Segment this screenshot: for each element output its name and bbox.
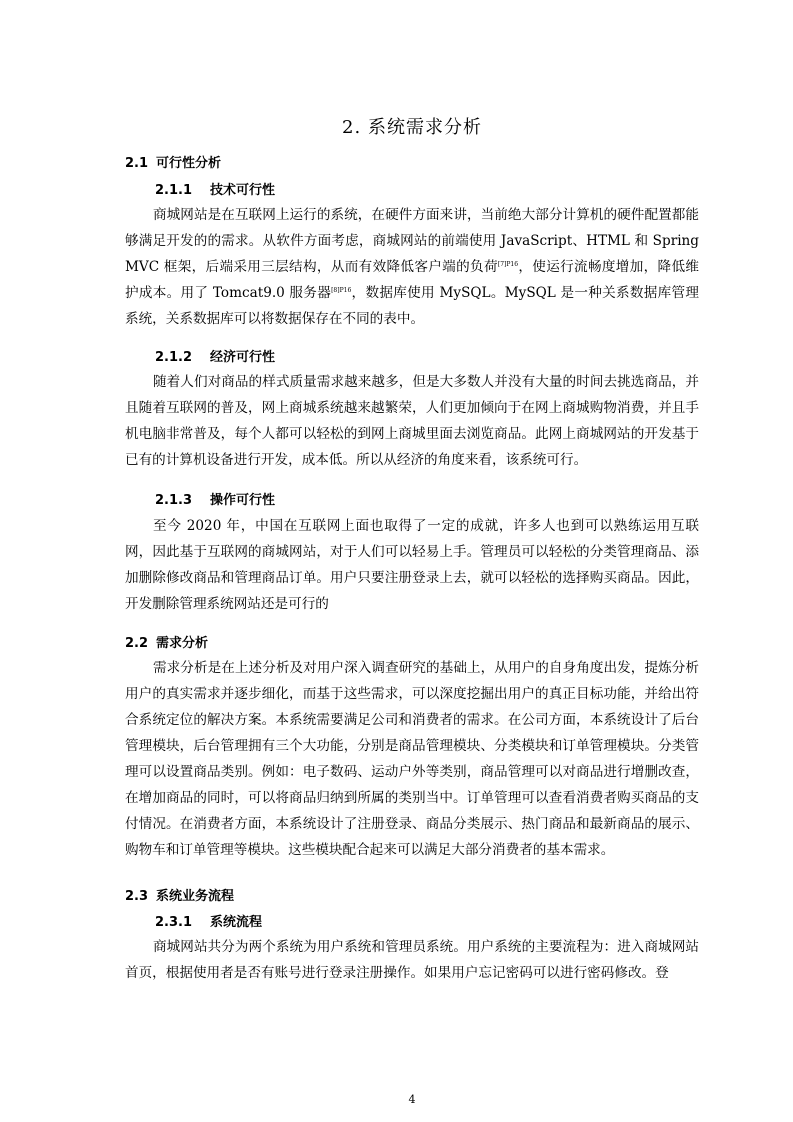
paragraph-requirements-analysis: 需求分析是在上述分析及对用户深入调查研究的基础上，从用户的自身角度出发，提炼分析用户的真实需求并逐步细化，而基于这些需求，可以深度挖掘出用户的真正目标功能，并给出符合系统定位的解决方案。本系统需要满足公司和消费者的需求。在公司方面，本系统设计了后台管理模块，后台管理拥有三个大功能，分别是商品管理模块、分类模块和订单管理模块。分类管理可以设置商品类别。例如：电子数码、运动户外等类别，商品管理可以对商品进行增删改查，在增加商品的同时，可以将商品归纳到所属的类别当中。订单管理可以查看消费者购买商品的支付情况。在消费者方面，本系统设计了注册登录、商品分类展示、热门商品和最新商品的展示、购物车和订单管理等模块。这些模块配合起来可以满足大部分消费者的基本需求。 [125,660,699,858]
subsection-heading-2-3-1 [155,914,699,932]
subsection-title: 技术可行性 [210,183,276,198]
citation: [7]P16 [497,261,519,268]
paragraph-system-flow: 商城网站共分为两个系统为用户系统和管理员系统。用户系统的主要流程为：进入商城网站首页，根据使用者是否有账号进行登录注册操作。如果用户忘记密码可以进行密码修改。登 [125,939,699,981]
page-number: 4 [408,1093,416,1106]
section-heading-2-1 [125,155,699,173]
subsection-title: 系统流程 [210,915,263,930]
subsection-title: 操作可行性 [210,493,276,508]
subsection-number: 2.1.3 [155,493,193,508]
section-number: 2.3 [125,889,149,904]
subsection-title: 经济可行性 [210,350,276,365]
paragraph-text: 商城网站是在互联网上运行的系统，在硬件方面来讲，当前绝大部分计算机的硬件配置都能够满足开发的的需求。从软件方面考虑，商城网站的前端使用 JavaScript、HTML 和 SpringMVC 框架，后端采用三层结构，从而有效降低客户端的负荷 [125,207,699,275]
subsection-number: 2.1.1 [155,183,193,198]
paragraph-economic-feasibility: 随着人们对商品的样式质量需求越来越多，但是大多数人并没有大量的时间去挑选商品，并且随着互联网的普及，网上商城系统越来越繁荣，人们更加倾向于在网上商城购物消费，并且手机电脑非常普及，每个人都可以轻松的到网上商城里面去浏览商品。此网上商城网站的开发基于已有的计算机设备进行开发，成本低。所以从经济的角度来看，该系统可行。 [125,374,699,468]
document-page [125,0,699,1122]
section-title: 系统业务流程 [156,889,235,904]
paragraph-operational-feasibility: 至今 2020 年，中国在互联网上面也取得了一定的成就，许多人也到可以熟练运用互联网，因此基于互联网的商城网站，对于人们可以轻易上手。管理员可以轻松的分类管理商品、添加删除修改商品和管理商品订单。用户只要注册登录上去，就可以轻松的选择购买商品。因此，开发删除管理系统网站还是可行的 [125,518,699,612]
paragraph-technical-feasibility [125,202,699,332]
subsection-heading-2-1-3 [155,492,699,510]
subsection-number: 2.3.1 [155,915,193,930]
subsection-number: 2.1.2 [155,350,193,365]
paragraph-text: ，数据库使用 MySQL。MySQL 是一种关系数据库管理系统，关系数据库可以将数据保存在不同的表中。 [125,285,700,327]
section-number: 2.2 [125,636,149,651]
section-title: 可行性分析 [156,156,222,171]
citation: [8]P16 [331,287,352,294]
subsection-heading-2-1-2 [155,349,699,367]
paragraph-text: ，使运行流畅度增加，降低维护成本。用了 Tomcat9.0 服务器 [125,259,699,301]
section-heading-2-2 [125,635,699,653]
section-number: 2.1 [125,156,149,171]
section-heading-2-3 [125,888,699,906]
section-title: 需求分析 [156,636,209,651]
chapter-title: 2. 系统需求分析 [342,117,482,138]
subsection-heading-2-1-1 [155,182,699,200]
